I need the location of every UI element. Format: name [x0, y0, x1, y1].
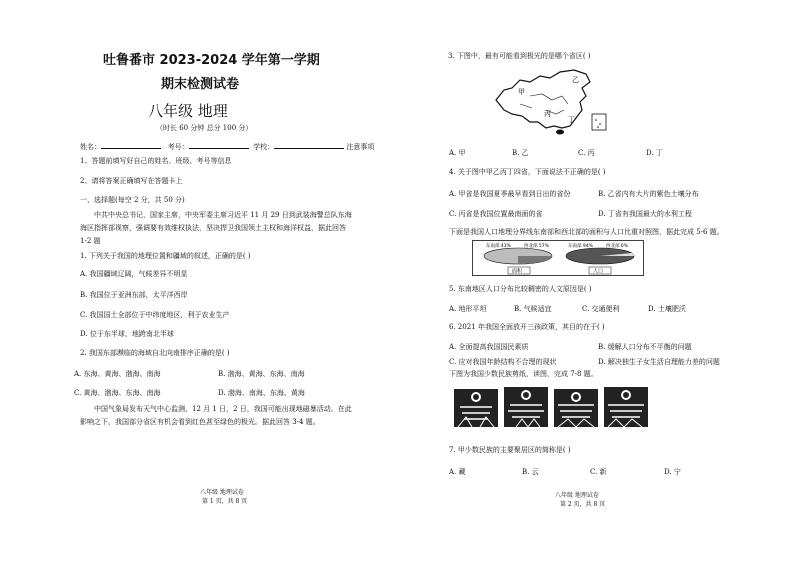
name-label: 姓名： [80, 143, 101, 151]
q7-option-b[interactable]: B. 云 [522, 468, 539, 476]
passage-1-line-1: 中共中央总书记，国家主席，中央军委主席习近平 11 月 29 日到武装海警总队东海 [94, 211, 352, 219]
map-label-ding: 丁 [568, 116, 575, 124]
student-info-line [80, 141, 374, 152]
school-blank[interactable] [274, 141, 344, 149]
passage-4: 下图为我国少数民族剪纸，读图，完成 7-8 题。 [449, 370, 598, 378]
q4-option-a[interactable]: A. 甲省是我国夏季最早看到日出的省份 [449, 190, 571, 198]
passage-2-line-2: 影响之下，我国部分省区有机会看到红色甚至绿色的极光。据此回答 3-4 题。 [80, 418, 320, 426]
area-caption: 面积 [512, 268, 523, 275]
q6-option-a[interactable]: A. 全面提高我国国民素质 [449, 343, 529, 351]
q5-option-a[interactable]: A. 地形平坦 [449, 305, 487, 313]
q1-stem: 1. 下列关于我国的地理位置和疆域的叙述，正确的是( ) [80, 252, 251, 260]
q6-option-b[interactable]: B. 缓解人口分布不平衡的问题 [598, 343, 692, 351]
q5-option-d[interactable]: D. 土壤肥沃 [648, 305, 686, 313]
exam-title: 吐鲁番市 2023-2024 学年第一学期 [103, 53, 320, 68]
paper-cut-figures [452, 383, 652, 431]
q6-option-d[interactable]: D. 解决独生子女生活自理能力差的问题 [598, 358, 720, 366]
q5-option-b[interactable]: B. 气候适宜 [514, 305, 552, 313]
area-east-label: 东南部 43% [486, 244, 511, 249]
exam-subtitle: 期末检测试卷 [161, 77, 240, 92]
area-population-figure [472, 240, 644, 276]
population-west-label: 西北部 6% [606, 244, 629, 249]
q4-stem: 4. 关于图中甲乙丙丁四省，下面说法不正确的是( ) [449, 168, 606, 176]
map-label-yi: 乙 [572, 76, 579, 84]
q1-option-c[interactable]: C. 我国国土全部位于中纬度地区，利于农业生产 [80, 311, 230, 319]
q4-option-d[interactable]: D. 丁省有我国最大的水利工程 [598, 210, 692, 218]
q6-option-c[interactable]: C. 应对我国年龄结构不合理的现状 [449, 358, 557, 366]
q5-option-c[interactable]: C. 交通便利 [582, 305, 620, 313]
q7-option-c[interactable]: C. 新 [590, 468, 607, 476]
section-1-heading: 一、选择题(每空 2 分，共 50 分) [80, 196, 185, 204]
q6-stem: 6. 2021 年我国全面放开三孩政策，其目的在于( ) [449, 323, 605, 331]
q7-option-d[interactable]: D. 宁 [664, 468, 681, 476]
paper-cut-1 [454, 389, 498, 427]
q2-option-b[interactable]: B. 渤海、黄海、东海、南海 [218, 370, 305, 378]
q7-stem: 7. 甲少数民族的主要聚居区的简称是( ) [449, 446, 571, 454]
notice-label: 注意事项 [346, 143, 375, 151]
passage-1-line-2: 海区指挥部视察，强调要有效维权执法，坚决捍卫我国领土主权和海洋权益，据此回答 [80, 224, 346, 232]
left-footer-page: 第 1 页，共 8 页 [202, 498, 248, 505]
q2-option-c[interactable]: C. 黄海、渤海、东海、南海 [74, 389, 161, 397]
exam-no-label: 考号： [167, 143, 189, 151]
q1-option-a[interactable]: A. 我国疆域辽阔，气候差异不明显 [80, 270, 188, 278]
paper-cut-2 [504, 387, 548, 427]
school-label: 学校： [253, 143, 275, 151]
passage-1-line-3: 1-2 题 [80, 237, 101, 245]
note-1: 1、答题前填写好自己的姓名、班级、考号等信息 [80, 157, 232, 165]
q3-option-b[interactable]: B. 乙 [512, 149, 529, 157]
q1-option-d[interactable]: D. 位于东半球，地跨南北半球 [80, 330, 174, 338]
q7-option-a[interactable]: A. 藏 [449, 468, 466, 476]
q2-stem: 2. 我国东部濒临的海域自北向南排序正确的是( ) [80, 349, 230, 357]
grade-subject: 八年级 地理 [148, 102, 228, 120]
q4-option-b[interactable]: B. 乙省内有大片的紫色土壤分布 [598, 190, 699, 198]
paper-cut-4 [604, 387, 648, 427]
paper-cut-3 [554, 389, 598, 427]
exam-no-blank[interactable] [189, 141, 249, 149]
china-map-figure [490, 66, 610, 138]
population-caption: 人口 [593, 268, 604, 275]
left-footer-title: 八年级 地理试卷 [200, 489, 244, 496]
right-footer-page: 第 2 页，共 8 页 [560, 501, 606, 508]
q5-stem: 5. 东南地区人口分布比较稠密的人文原因是( ) [449, 285, 592, 293]
note-2: 2、请将答案正确填写在答题卡上 [80, 177, 183, 185]
area-west-label: 西北部 57% [524, 244, 549, 249]
map-label-jia: 甲 [518, 88, 525, 96]
passage-3: 下面是我国人口地理分界线东南部和西北部的面积与人口比重对照图，据此完成 5-6 题。 [449, 228, 724, 236]
passage-2-line-1: 中国气象局发布天气中心监测，12 月 1 日，2 日，我国可能出现地磁暴活动。在此 [94, 405, 352, 413]
q2-option-a[interactable]: A. 东海、黄海、渤海、南海 [74, 370, 161, 378]
right-footer-title: 八年级 地理试卷 [555, 492, 599, 499]
population-east-label: 东南部 94% [568, 244, 593, 249]
q3-stem: 3. 下图中，最有可能看到极光的是哪个省区( ) [448, 52, 591, 60]
time-score: （时长 60 分钟 总分 100 分） [156, 124, 253, 132]
name-blank[interactable] [101, 141, 161, 149]
q3-option-d[interactable]: D. 丁 [646, 149, 663, 157]
q4-option-c[interactable]: C. 丙省是我国位置最南面的省 [449, 210, 543, 218]
map-label-bing: 丙 [544, 110, 551, 118]
q1-option-b[interactable]: B. 我国位于亚洲东部，太平洋西岸 [80, 291, 188, 299]
q3-option-a[interactable]: A. 甲 [449, 149, 466, 157]
q3-option-c[interactable]: C. 丙 [578, 149, 595, 157]
q2-option-d[interactable]: D. 渤海、南海、东海、黄海 [218, 389, 305, 397]
